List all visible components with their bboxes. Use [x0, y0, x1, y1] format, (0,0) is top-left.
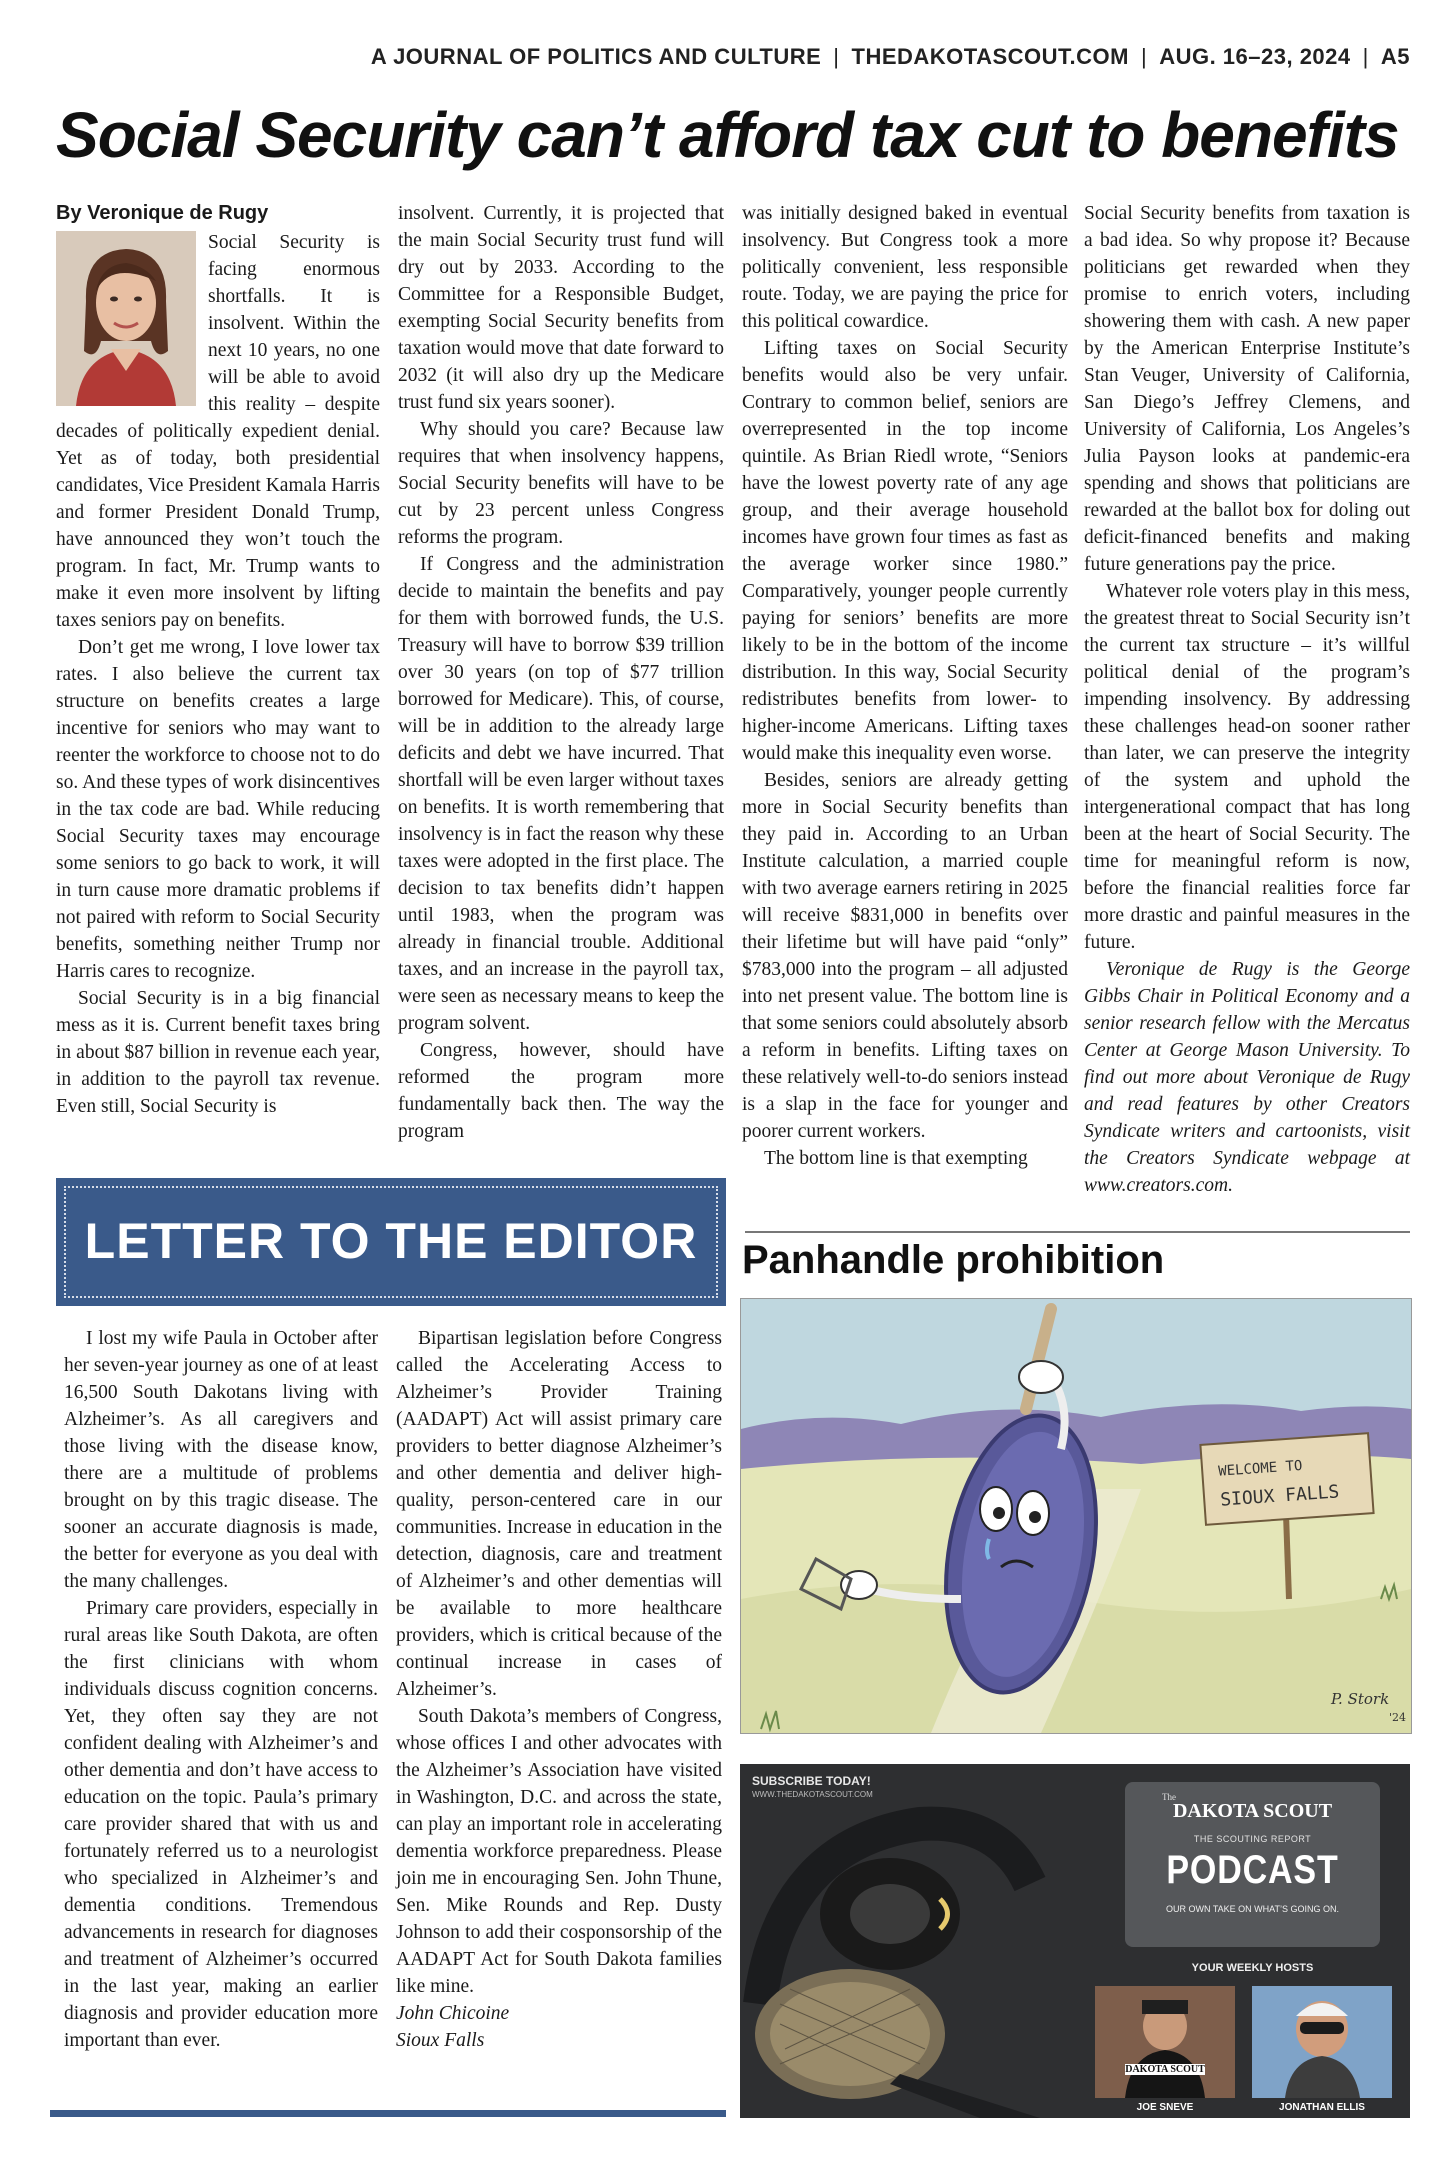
- shirt-logo: DAKOTA SCOUT: [1125, 2064, 1205, 2075]
- sign-line-2: SIOUX FALLS: [1219, 1481, 1340, 1511]
- letter-paragraph: I lost my wife Paula in October after her seven-year journey as one of at least 16,500 South Dakotans living with Alzheimer’s. As all caregivers and those living with the disease know, there are a multitude of problems brought on by this tragic disease. The sooner an accurate diagnosis is made, the better for everyone as you deal with the many challenges.: [64, 1328, 378, 1592]
- sign-line-1: WELCOME TO: [1217, 1457, 1303, 1480]
- page-header: A JOURNAL OF POLITICS AND CULTURE | THEDAKOTASCOUT.COM | AUG. 16–23, 2024 | A5: [370, 44, 1410, 69]
- host-1-name: JOE SNEVE: [1136, 2102, 1194, 2113]
- article-paragraph: Congress, however, should have reformed the program more fundamentally back then. The way the program: [398, 1040, 724, 1142]
- brand-logo: DAKOTA SCOUT: [1172, 1800, 1333, 1822]
- hosts-label: YOUR WEEKLY HOSTS: [1191, 1962, 1314, 1974]
- article-paragraph: Social Security is in a big financial mess as it is. Current benefit taxes bring in about $87 billion in revenue each year, in addition to the payroll tax revenue. Even still, Social Security is: [56, 988, 380, 1117]
- letter-bottom-rule: [50, 2110, 726, 2117]
- article-column-2: [398, 200, 724, 1145]
- letter-column-1: [64, 1325, 378, 2054]
- site-link[interactable]: THEDAKOTASCOUT.COM: [851, 44, 1129, 69]
- article-paragraph: Don’t get me wrong, I love lower tax rates. I also believe the current tax structure on benefits creates a large incentive for seniors who may want to reenter the workforce to choose not to do so. And these types of work disincentives in the tax code are bad. While reducing Social Security taxes may encourage some seniors to go back to work, it will in turn cause more dramatic problems if not paired with reform to Social Security benefits, something neither Trump nor Harris cares to recognize.: [56, 637, 380, 982]
- article-paragraph: Why should you care? Because law requires that when insolvency happens, Social Security benefits will have to be cut by 23 percent unless Congress reforms the program.: [398, 419, 724, 548]
- article-paragraph: The bottom line is that exempting: [764, 1148, 1028, 1169]
- cartoon-year: '24: [1389, 1711, 1407, 1724]
- podcast-title: PODCAST: [1166, 1848, 1339, 1892]
- cartoon-title: Panhandle prohibition: [742, 1238, 1165, 1282]
- podcast-subtitle: OUR OWN TAKE ON WHAT’S GOING ON.: [1165, 1904, 1339, 1914]
- article-column-1: [56, 200, 380, 1120]
- letter-banner-title: LETTER TO THE EDITOR: [84, 1213, 698, 1269]
- host-2-name: JONATHAN ELLIS: [1279, 2102, 1365, 2113]
- issue-date: AUG. 16–23, 2024: [1159, 44, 1351, 69]
- letter-city: Sioux Falls: [396, 2030, 485, 2051]
- letter-column-2: [396, 1325, 722, 2054]
- editorial-cartoon: [740, 1298, 1412, 1734]
- cartoon-drawing: [741, 1299, 1411, 1733]
- article-paragraph: was initially designed baked in eventual insolvency. But Congress took a more politically convenient, less responsible route. Today, we are paying the price for this political cowardice.: [742, 203, 1068, 332]
- article-column-3: [742, 200, 1068, 1172]
- article-paragraph: Social Security is facing enormous shortfalls. It is insolvent. Within the next 10 years, no one will be able to avoid this reality – despite decades of politically expedient denial. Yet as of today, both presidential candidates, Vice President Kamala Harris and former President Donald Trump, have announced they won’t touch the program. In fact, Mr. Trump wants to make it even more insolvent by lifting taxes seniors pay on benefits.: [56, 232, 380, 631]
- byline: By Veronique de Rugy: [56, 202, 269, 224]
- article-paragraph: If Congress and the administration decide to maintain the benefits and pay for them with borrowed funds, the U.S. Treasury will have to borrow $39 trillion over 30 years (on top of $77 trillion borrowed for Medicare). This, of course, will be in addition to the already large deficits and debt we have incurred. That shortfall will be even larger without taxes on benefits. It is worth remembering that insolvency is in fact the reason why these taxes were adopted in the first place. The decision to tax benefits didn’t happen until 1983, when the program was already in financial trouble. Additional taxes, and an increase in the payroll tax, were seen as necessary means to keep the program solvent.: [398, 554, 724, 1034]
- letter-paragraph: South Dakota’s members of Congress, whose offices I and other advocates with the Alzheimer’s Association have visited in Washington, D.C. and across the state, can play an important role in accelerating dementia workforce preparedness. Please join me in encouraging Sen. John Thune, Sen. Mike Rounds and Rep. Dusty Johnson to add their cosponsorship of the AADAPT Act for South Dakota families like mine.: [396, 1706, 722, 1997]
- article-paragraph: insolvent. Currently, it is projected that the main Social Security trust fund will dry out by 2033. According to the Committee for a Responsible Budget, exempting Social Security benefits from taxation would move that date forward to 2032 (it will also dry up the Medicare trust fund six years sooner).: [398, 203, 724, 413]
- article-paragraph: Besides, seniors are already getting more in Social Security benefits than they paid in. According to an Urban Institute calculation, a married couple with two average earners retiring in 2025 will receive $831,000 in benefits over their lifetime but will have paid “only” $783,000 into the program – all adjusted into net present value. The bottom line is that some seniors could absolutely absorb a reform in benefits. Lifting taxes on these relatively well-to-do seniors instead is a slap in the face for younger and poorer current workers.: [742, 770, 1068, 1142]
- article-paragraph: Social Security benefits from taxation is a bad idea. So why propose it? Because politicians get rewarded when they promise to enrich voters, including showering them with cash. A new paper by the American Enterprise Institute’s Stan Veuger, University of California, San Diego’s Jeffrey Clemens, and University of California, Los Angeles’s Julia Payson looks at pandemic-era spending and shows that politicians are rewarded at the ballot box for doling out deficit-financed benefits and making future generations pay the price.: [1084, 203, 1410, 575]
- letter-author: John Chicoine: [396, 2003, 510, 2024]
- podcast-ad[interactable]: [740, 1764, 1410, 2118]
- letter-paragraph: Primary care providers, especially in rural areas like South Dakota, are often the first clinicians with whom individuals discuss cognition concerns. Yet, they often say they are not confident dealing with Alzheimer’s and other dementia and don’t have access to education on the topic. Paula’s primary care provider shared that with us and fortunately referred us to a neurologist who specialized in Alzheimer’s and dementia conditions. Tremendous advancements in research for diagnoses and treatment of Alzheimer’s occurred in the last year, making an earlier diagnosis and provider education more important than ever.: [64, 1598, 378, 2051]
- subscribe-url[interactable]: WWW.THEDAKOTASCOUT.COM: [752, 1790, 873, 1799]
- author-bio: Veronique de Rugy is the George Gibbs Chair in Political Economy and a senior research fellow with the Mercatus Center at George Mason University. To find out more about Veronique de Rugy and read features by other Creators Syndicate writers and cartoonists, visit the Creators Syndicate webpage at www.creators.com.: [1084, 959, 1410, 1196]
- page-number: A5: [1380, 44, 1410, 69]
- section-divider: [745, 1231, 1410, 1233]
- subscribe-label: SUBSCRIBE TODAY!: [752, 1774, 871, 1788]
- brand-prefix: The: [1162, 1792, 1176, 1802]
- article-paragraph: Lifting taxes on Social Security benefits would also be very unfair. Contrary to common belief, seniors are overrepresented in the top income quintile. As Brian Riedl wrote, “Seniors have the lowest poverty rate of any age group, and their average household incomes have grown four times as fast as the average worker since 1980.” Comparatively, younger people currently paying for seniors’ benefits are more likely to be in the bottom of the income distribution. In this way, Social Security redistributes benefits from lower- to higher-income Americans. Lifting taxes would make this inequality even worse.: [742, 338, 1068, 764]
- podcast-tagline: THE SCOUTING REPORT: [1193, 1834, 1312, 1844]
- section-label: A JOURNAL OF POLITICS AND CULTURE: [370, 44, 822, 69]
- author-photo: [56, 231, 196, 406]
- cartoonist-signature: P. Stork: [1331, 1690, 1390, 1708]
- letter-banner: [56, 1178, 726, 1306]
- letter-paragraph: Bipartisan legislation before Congress called the Accelerating Access to Alzheimer’s Provider Training (AADAPT) Act will assist primary care providers to better diagnose Alzheimer’s and other dementia and deliver high-quality, person-centered care in our communities. Increase in education in the detection, diagnosis, care and treatment of Alzheimer’s and other dementias will be available to more healthcare providers, which is critical because of the continual increase in cases of Alzheimer’s.: [396, 1328, 722, 1700]
- article-headline: Social Security can’t afford tax cut to benefits: [56, 99, 1399, 171]
- article-column-4: [1084, 200, 1410, 1199]
- article-paragraph: Whatever role voters play in this mess, the greatest threat to Social Security isn’t the current tax structure – it’s willful political denial of the program’s impending insolvency. By addressing these challenges head-on sooner rather than later, we can preserve the integrity of the system and uphold the intergenerational compact that has long been at the heart of Social Security. The time for meaningful reform is now, before the financial realities force far more drastic and painful measures in the future.: [1084, 581, 1410, 953]
